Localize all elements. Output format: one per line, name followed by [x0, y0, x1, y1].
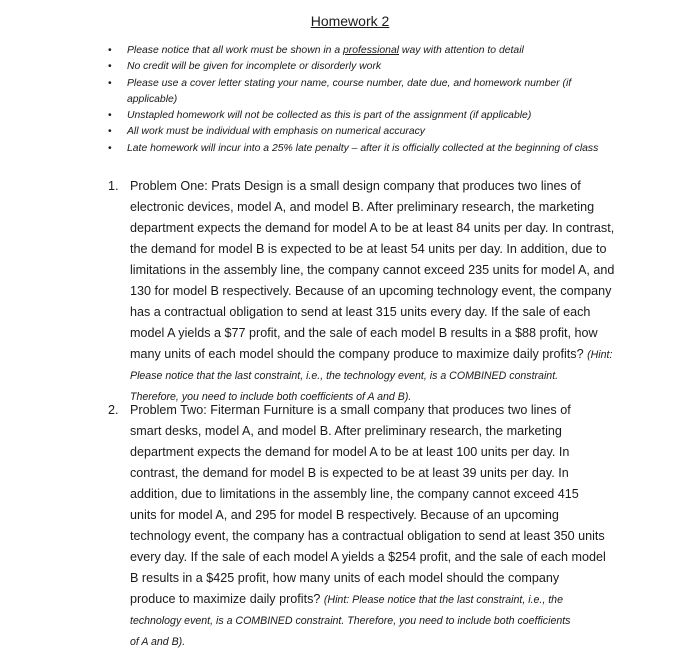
problem-line: department expects the demand for model A to be at least 84 units per day. In contrast, [130, 221, 615, 235]
problem-text [130, 176, 614, 408]
underlined-word: professional [343, 45, 400, 56]
instruction-item: • All work must be individual with emphasis on numerical accuracy [108, 124, 598, 140]
problem-line: B results in a $425 profit, how many units of each model should the company [130, 571, 560, 585]
bullet-icon: • [108, 45, 112, 56]
problem-text [130, 400, 606, 653]
bullet-icon: • [108, 142, 112, 154]
problem-line: the demand for model B is expected to be at least 54 units per day. In addition, due to [130, 242, 607, 256]
problem-line: limitations in the assembly line, the company cannot exceed 235 units for model A, and [130, 263, 615, 277]
bullet-icon: • [108, 126, 112, 138]
problem-line: department expects the demand for model A to be at least 100 units per day. In [130, 445, 570, 459]
problem-line: units for model A, and 295 for model B respectively. Because of an upcoming [130, 508, 559, 522]
problem-line: smart desks, model A, and model B. After preliminary research, the marketing [130, 424, 562, 438]
problem-one [108, 176, 614, 408]
problem-line: has a contractual obligation to send at least 315 units every day. If the sale of each [130, 305, 591, 319]
hint-line: Please notice that the last constraint, i.e., the technology event, is a COMBINED constraint. [130, 370, 559, 382]
problem-line: contrast, the demand for model B is expected to be at least 39 units per day. In [130, 466, 569, 480]
instruction-item: • Please notice that all work must be shown in a professional way with attention to detail [108, 43, 598, 59]
bullet-icon: • [108, 77, 112, 89]
problem-two [108, 400, 606, 653]
problem-line: technology event, the company has a contractual obligation to send at least 350 units [130, 529, 605, 543]
bullet-icon: • [108, 110, 112, 122]
problem-line: Problem Two: Fiterman Furniture is a small company that produces two lines of [130, 403, 571, 417]
instruction-item: • No credit will be given for incomplete or disorderly work [108, 59, 598, 75]
instructions-list [108, 43, 598, 157]
problem-line: Problem One: Prats Design is a small design company that produces two lines of [130, 179, 581, 193]
instruction-item: • Please use a cover letter stating your name, course number, date due, and homework number (if applicable) [108, 77, 572, 105]
hint-text: (Hint: [587, 349, 613, 361]
hint-line: technology event, is a COMBINED constraint. Therefore, you need to include both coefficients [130, 615, 571, 627]
problem-line: produce to maximize daily profits? (Hint: Please notice that the last constraint, i.e., the [130, 592, 563, 606]
hint-text: (Hint: Please notice that the last constraint, i.e., the [323, 594, 563, 606]
problem-line: many units of each model should the company produce to maximize daily profits? (Hint: [130, 347, 613, 361]
instruction-item: • Unstapled homework will not be collected as this is part of the assignment (if applicable) [108, 108, 598, 124]
problem-line: 130 for model B respectively. Because of an upcoming technology event, the company [130, 284, 612, 298]
problem-number: 1. [108, 179, 119, 193]
problem-number: 2. [108, 403, 119, 417]
problem-line: electronic devices, model A, and model B. After preliminary research, the marketing [130, 200, 595, 214]
problem-line: every day. If the sale of each model A yields a $254 profit, and the sale of each model [130, 550, 606, 564]
bullet-icon: • [108, 61, 112, 73]
hint-line: of A and B). [130, 636, 186, 648]
problem-line: addition, due to limitations in the assembly line, the company cannot exceed 415 [130, 487, 579, 501]
hint-line: Therefore, you need to include both coefficients of A and B). [130, 391, 412, 403]
document-title: Homework 2 [310, 13, 390, 29]
instruction-item: • Late homework will incur into a 25% late penalty – after it is officially collected at the beginning of class [108, 141, 598, 157]
problem-line: model A yields a $77 profit, and the sale of each model B results in a $88 profit, how [130, 326, 598, 340]
